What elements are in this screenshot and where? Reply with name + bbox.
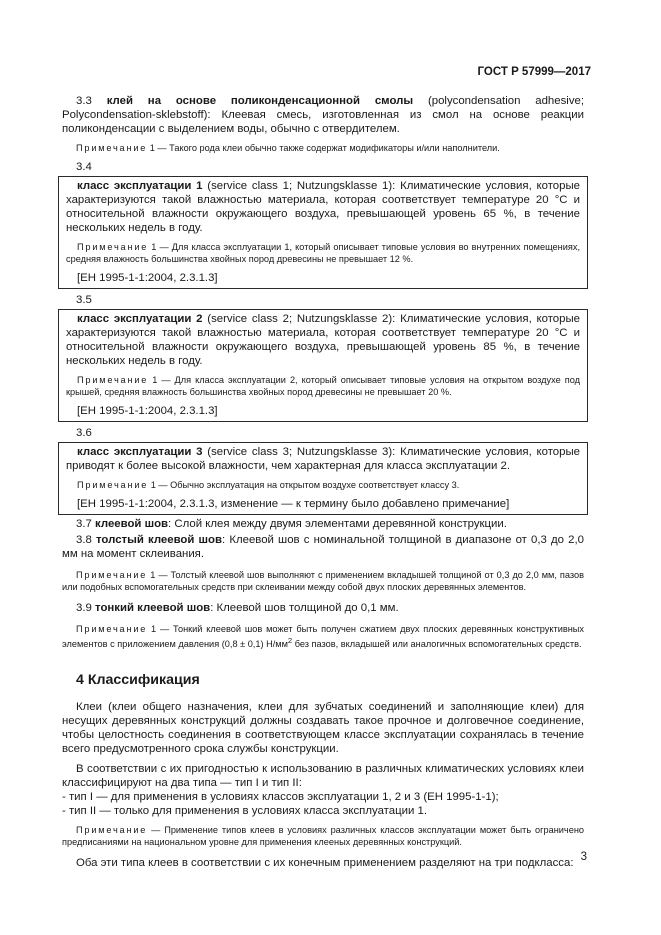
term-box-3-4 <box>58 176 588 289</box>
list-item-type-1: - тип I — для применения в условиях классов эксплуатации 1, 2 и 3 (ЕН 1995-1-1); <box>62 791 499 804</box>
list-item-type-2: - тип II — только для применения в условиях класса эксплуатации 1. <box>62 805 427 818</box>
term-definition: (service class 2; Nutzungsklasse 2): Климатические условия, которые характеризуются такой влажностью материала, которая соответствует температуре 20 °С и относительной влажности окружающего воздуха, превышающей уровень 85 %, в течение нескольких недель в году. <box>66 313 580 367</box>
source-3-4: [ЕН 1995-1-1:2004, 2.3.1.3] <box>77 272 218 284</box>
note-3-6: Примечание 1 — Обычно эксплуатация на открытом воздухе соответствует классу 3. <box>77 480 460 490</box>
document-code: ГОСТ Р 57999—2017 <box>477 66 591 78</box>
term-definition: (service class 3; Nutzungsklasse 3): Климатические условия, которые приводят к более высокой влажности, чем характерная для класса эксплуатации 2. <box>66 446 580 472</box>
term-3-3: 3.3 клей на основе поликонденсационной смолы (polycondensation adhesive; Polycondensation-sklebstoff): Клеевая смесь, изготовленная из смол на основе реакции поликонденсации с выделением воды, обычно с отвердителем. <box>62 95 585 135</box>
section-heading: 4 Классификация <box>76 672 200 689</box>
note-3-3: Примечание 1 — Такого рода клеи обычно также содержат модификаторы и/или наполнители. <box>76 143 500 153</box>
section-paragraph-2: В соответствии с их пригодностью к использованию в различных климатических условиях клеи классифицируют на два типа — тип I и тип II: <box>62 763 584 790</box>
term-3-7: 3.7 клеевой шов: Слой клея между двумя элементами деревянной конструкции. <box>76 518 507 530</box>
note-3-8: Примечание 1 — Толстый клеевой шов выполняют с применением вкладышей толщиной от 0,3 до 2,0 мм, пазов или подобных вспомогательных средств при склеивании между собой двух плоских деревянных элементов. <box>62 570 584 592</box>
section-paragraph-3: Оба эти типа клеев в соответствии с их конечным применением разделяют на три подкласса: <box>76 857 574 870</box>
term-3-4 <box>66 179 580 235</box>
source-3-5: [ЕН 1995-1-1:2004, 2.3.1.3] <box>77 405 218 417</box>
note-3-5: Примечание 1 — Для класса эксплуатации 2, который описывает типовые условия на открытом воздухе под крышей, средняя влажность большинства хвойных пород древесины не превышает 20 %. <box>66 375 580 397</box>
term-definition: : Клеевой шов с номинальной толщиной в диапазоне от 0,3 до 2,0 мм на момент склеивания. <box>62 534 584 560</box>
term-definition: : Слой клея между двумя элементами деревянной конструкции. <box>168 518 507 530</box>
term-number-3-5: 3.5 <box>76 294 92 306</box>
term-definition: (polycondensation adhesive; Polycondensation-sklebstoff): Клеевая смесь, изготовленная из смол на основе реакции поликонденсации с выделением воды, обычно с отвердителем. <box>62 95 585 135</box>
term-definition: : Клеевой шов толщиной до 0,1 мм. <box>210 602 399 614</box>
term-title: класс эксплуатации 3 <box>77 446 203 458</box>
source-3-6: [ЕН 1995-1-1:2004, 2.3.1.3, изменение — к термину было добавлено примечание] <box>77 498 510 510</box>
page-number: 3 <box>580 851 587 863</box>
note-3-9: Примечание 1 — Тонкий клеевой шов может быть получен сжатием двух плоских деревянных конструктивных элементов с приложением давления (0,8 ± 0,1) $Н/мм^2$ без пазов, вкладышей или аналогичных вспомогательных средств. <box>62 624 584 650</box>
term-3-9: 3.9 тонкий клеевой шов: Клеевой шов толщиной до 0,1 мм. <box>76 602 399 614</box>
term-number-3-6: 3.6 <box>76 427 92 439</box>
term-3-8: 3.8 толстый клеевой шов: Клеевой шов с номинальной толщиной в диапазоне от 0,3 до 2,0 мм на момент склеивания. <box>62 534 584 560</box>
page-content <box>62 94 584 870</box>
term-3-5 <box>66 312 580 368</box>
term-box-3-5 <box>58 309 588 422</box>
term-title: клей на основе поликонденсационной смолы <box>106 95 414 107</box>
term-title: толстый клеевой шов <box>96 534 223 546</box>
term-title: тонкий клеевой шов <box>95 602 211 614</box>
term-3-6 <box>66 445 580 473</box>
note-section-4: Примечание — Применение типов клеев в условиях различных классов эксплуатации может быть ограничено предписаниями на национальном уровне для применения клееных деревянных конструкций. <box>62 825 584 848</box>
term-title: класс эксплуатации 1 <box>77 180 203 192</box>
term-title: класс эксплуатации 2 <box>77 313 203 325</box>
note-3-4: Примечание 1 — Для класса эксплуатации 1, который описывает типовые условия во внутренних помещениях, средняя влажность большинства хвойных пород древесины не превышает 12 %. <box>66 242 580 264</box>
term-definition: (service class 1; Nutzungsklasse 1): Климатические условия, которые характеризуются такой влажностью материала, которая соответствует температуре 20 °С и относительной влажности окружающего воздуха, превышающей уровень 65 %, в течение нескольких недель в году. <box>66 180 580 234</box>
term-title: клеевой шов <box>95 518 169 530</box>
section-paragraph-1: Клеи (клеи общего назначения, клеи для зубчатых соединений и заполняющие клеи) для несущих деревянных конструкций должны создавать такое прочное и долговечное соединение, чтобы целостность соединения в соответствующем классе эксплуатации сохранялась в течение всего предусмотренного срока службы конструкции. <box>62 701 584 756</box>
term-box-3-6 <box>58 442 588 515</box>
term-number-3-4: 3.4 <box>76 161 92 173</box>
